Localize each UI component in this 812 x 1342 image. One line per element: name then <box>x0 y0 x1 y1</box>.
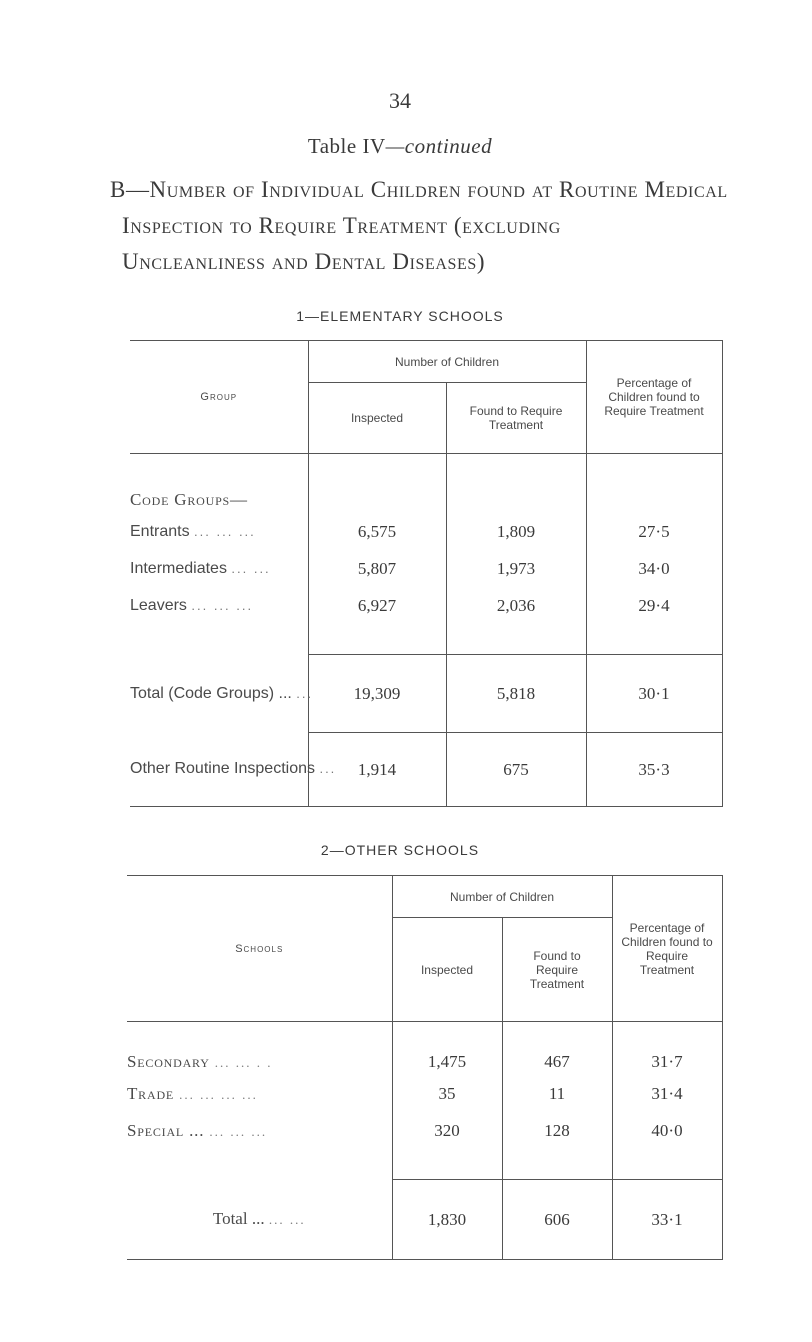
table-row <box>127 1022 722 1076</box>
leader-dots: ... ... . . <box>214 1054 273 1070</box>
leader-dots: ... <box>296 685 314 701</box>
found-value: 1,809 <box>446 514 586 551</box>
heading-line-3: Uncleanliness and Dental Diseases) <box>122 249 486 274</box>
percentage-value: 30·1 <box>586 655 722 733</box>
table-row <box>127 1113 722 1150</box>
page-number: 34 <box>389 88 411 113</box>
inspected-value: 1,475 <box>392 1022 502 1076</box>
row-label: Total (Code Groups) ... <box>130 684 292 702</box>
table-row <box>130 588 722 625</box>
leader-dots: ... ... ... <box>191 598 254 613</box>
inspected-value: 320 <box>392 1113 502 1150</box>
found-header: Found to Require Treatment <box>502 918 612 1022</box>
leader-dots: ... ... <box>231 561 271 576</box>
percentage-value: 35·3 <box>586 733 722 807</box>
inspected-header: Inspected <box>392 918 502 1022</box>
percentage-value: 27·5 <box>586 514 722 551</box>
number-of-children-header: Number of Children <box>392 876 612 918</box>
row-label: Trade <box>127 1084 175 1103</box>
row-label: Leavers <box>130 597 187 614</box>
inspected-value: 6,927 <box>308 588 446 625</box>
percentage-value: 31·4 <box>612 1076 722 1113</box>
other-row <box>130 733 722 807</box>
percentage-value: 40·0 <box>612 1113 722 1150</box>
row-label: Other Routine Inspections <box>130 760 315 778</box>
found-value: 5,818 <box>446 655 586 733</box>
code-groups-subheading: Code Groups— <box>130 489 248 509</box>
table-title-continued: —continued <box>385 134 493 158</box>
section-1-title: 1—ELEMENTARY SCHOOLS <box>296 308 504 324</box>
inspected-value: 35 <box>392 1076 502 1113</box>
group-header: Group <box>130 341 308 454</box>
found-header: Found to Require Treatment <box>446 383 586 454</box>
percentage-header: Percentage of Children found to Require Treatment <box>586 341 722 454</box>
found-value: 11 <box>502 1076 612 1113</box>
percentage-value: 29·4 <box>586 588 722 625</box>
leader-dots: ... ... ... ... <box>179 1087 258 1102</box>
percentage-header: Percentage of Children found to Require Treatment <box>612 876 722 1022</box>
leader-dots: ... <box>319 761 337 777</box>
row-label: Intermediates <box>130 560 227 577</box>
row-label: Entrants <box>130 523 190 540</box>
elementary-schools-table <box>130 340 723 807</box>
other-schools-table <box>127 875 723 1260</box>
found-value: 2,036 <box>446 588 586 625</box>
found-value: 128 <box>502 1113 612 1150</box>
inspected-value: 19,309 <box>308 655 446 733</box>
percentage-value: 31·7 <box>612 1022 722 1076</box>
schools-header: Schools <box>127 876 392 1022</box>
heading-line-1: B—Number of Individual Children found at Routine Medical <box>110 177 728 202</box>
inspected-value: 6,575 <box>308 514 446 551</box>
table-row <box>130 514 722 551</box>
inspected-value: 5,807 <box>308 551 446 588</box>
found-value: 606 <box>502 1180 612 1260</box>
table-row <box>130 551 722 588</box>
row-label: Secondary <box>127 1051 210 1071</box>
inspected-header: Inspected <box>308 383 446 454</box>
number-of-children-header: Number of Children <box>308 341 586 383</box>
found-value: 1,973 <box>446 551 586 588</box>
total-row <box>127 1180 722 1260</box>
row-label: Total ... <box>212 1209 265 1229</box>
found-value: 467 <box>502 1022 612 1076</box>
inspected-value: 1,830 <box>392 1180 502 1260</box>
leader-dots: ... ... ... <box>194 524 256 539</box>
leader-dots: ... ... <box>268 1212 306 1228</box>
table-title-main: Table IV <box>307 134 386 158</box>
heading-line-2: Inspection to Require Treatment (excluding <box>122 213 561 238</box>
table-title <box>0 134 800 159</box>
percentage-value: 33·1 <box>612 1180 722 1260</box>
leader-dots: ... ... ... <box>209 1124 268 1139</box>
row-label: Special ... <box>127 1121 205 1140</box>
section-2-title: 2—OTHER SCHOOLS <box>320 842 480 858</box>
table-row <box>127 1076 722 1113</box>
inspected-value: 1,914 <box>308 733 446 807</box>
found-value: 675 <box>446 733 586 807</box>
percentage-value: 34·0 <box>586 551 722 588</box>
total-row <box>130 655 722 733</box>
